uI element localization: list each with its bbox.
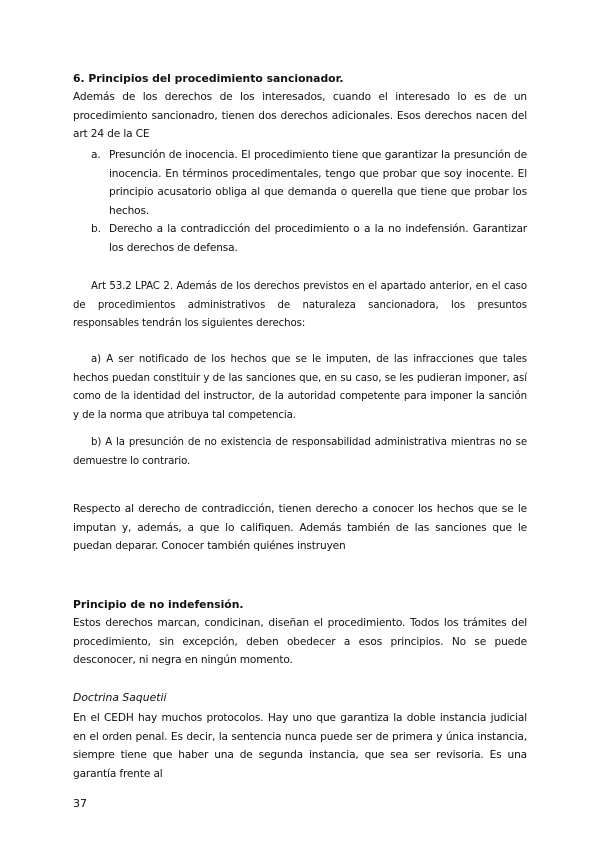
article-item-b: b) A la presunción de no existencia de responsabilidad administrativa mientras no se demuestre lo contrario. bbox=[73, 437, 527, 467]
list-item bbox=[73, 220, 527, 257]
saquetti-heading: Doctrina Saquetii bbox=[73, 691, 167, 704]
page-number: 37 bbox=[73, 797, 87, 810]
noindefension-heading: Principio de no indefensión. bbox=[73, 598, 244, 611]
saquetti-paragraph: En el CEDH hay muchos protocolos. Hay uno que garantiza la doble instancia judicial en el orden penal. Es decir, la sentencia nunca puede ser de primera y única instancia, siempre tiene que haber una de segunda instancia, que sea ser revisoria. Es una garantía frente al bbox=[73, 712, 527, 780]
list-item-text: Presunción de inocencia. El procedimiento tiene que garantizar la presunción de inocencia. En términos procedimentales, tengo que probar que soy inocente. El principio acusatorio obliga al que demanda o querella que tiene que probar los hechos. bbox=[109, 149, 527, 217]
contradiction-paragraph: Respecto al derecho de contradicción, tienen derecho a conocer los hechos que se le imputan y, además, a que lo califiquen. Además también de las sanciones que le puedan deparar. Conocer también quiénes instruyen bbox=[73, 503, 527, 553]
noindefension-paragraph: Estos derechos marcan, condicinan, diseñan el procedimiento. Todos los trámites del procedimiento, sin excepción, deben obedecer a esos principios. No se puede desconocer, ni negra en ningún momento. bbox=[73, 617, 527, 667]
section-intro: Además de los derechos de los interesados, cuando el interesado lo es de un procedimiento sancionadro, tienen dos derechos adicionales. Esos derechos nacen del art 24 de la CE bbox=[73, 91, 527, 141]
list-marker: a. bbox=[91, 149, 101, 161]
list-item-text: Derecho a la contradicción del procedimiento o a la no indefensión. Garantizar los derechos de defensa. bbox=[109, 223, 527, 254]
principles-list bbox=[73, 146, 527, 258]
article-item-a: a) A ser notificado de los hechos que se le imputen, de las infracciones que tales hechos puedan constituir y de las sanciones que, en su caso, se les pudieran imponer, así como de la identidad del instructor, de la autoridad competente para imponer la sanción y de la norma que atribuya tal competencia. bbox=[73, 354, 527, 421]
section-heading: 6. Principios del procedimiento sancionador. bbox=[73, 72, 344, 85]
list-item bbox=[73, 146, 527, 220]
list-marker: b. bbox=[91, 223, 101, 236]
article-intro: Art 53.2 LPAC 2. Además de los derechos previstos en el apartado anterior, en el caso de procedimientos administrativos de naturaleza sancionadora, los presuntos responsables tendrán los siguientes derechos: bbox=[73, 281, 527, 330]
